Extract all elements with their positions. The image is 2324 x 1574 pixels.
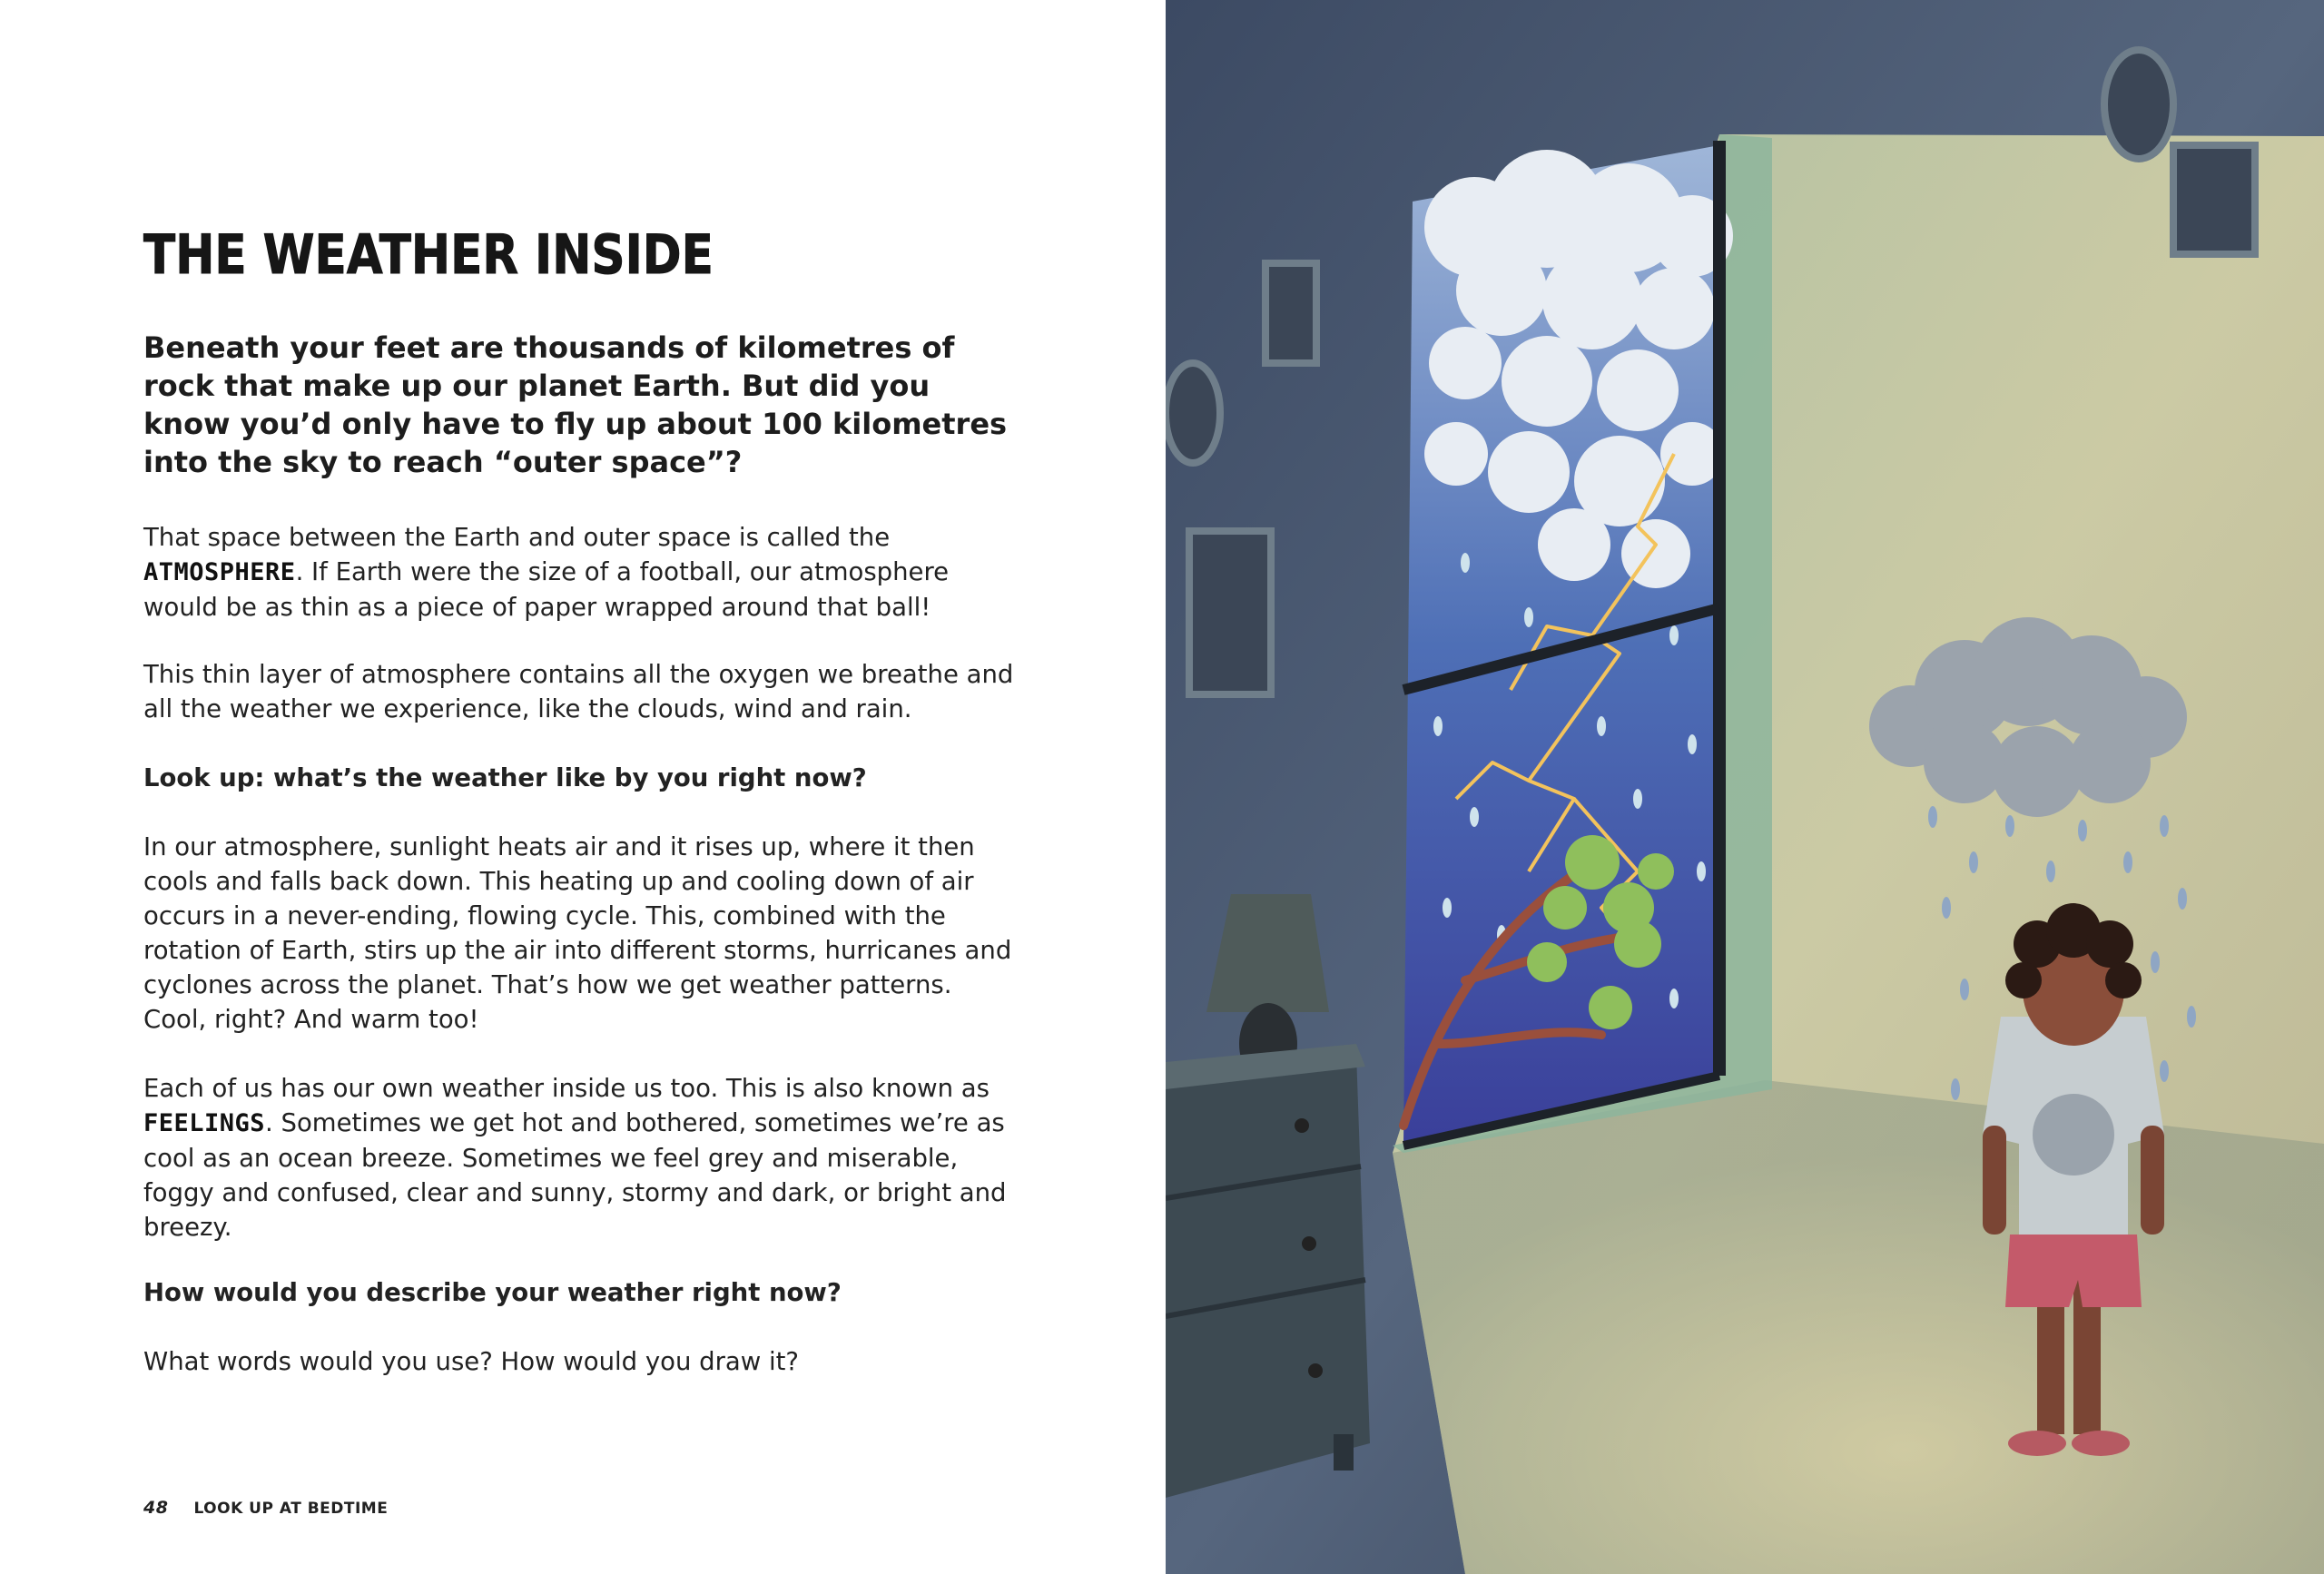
chest-of-drawers bbox=[1166, 1044, 1370, 1498]
paragraph-feelings bbox=[143, 1071, 1015, 1244]
paragraph-atmosphere bbox=[143, 520, 1015, 625]
paragraph-weather-patterns: In our atmosphere, sunlight heats air and it rises up, where it then cools and falls back down. This heating up and cooling down of air occurs in a never-ending, flowing cycle. This, combined with the rotation of Earth, stirs up the air into different storms, hurricanes and cyclones across the planet. That’s how we get weather patterns. Cool, right? And warm too! bbox=[143, 832, 1012, 1034]
book-title: LOOK UP AT BEDTIME bbox=[193, 1500, 389, 1518]
keyword-feelings: FEELINGS bbox=[143, 1109, 266, 1137]
paragraph-text: . Sometimes we get hot and bothered, sometimes we’re as cool as an ocean breeze. Sometimes we feel grey and miserable, foggy and confused, clear and sunny, stormy and dark, or bright and breezy. bbox=[143, 1108, 1007, 1242]
question-look-up: Look up: what’s the weather like by you right now? bbox=[143, 763, 867, 792]
intro-paragraph: Beneath your feet are thousands of kilometres of rock that make up our planet Earth. But did you know you’d only have to fly up about 100 kilometres into the sky to reach “outer space”? bbox=[143, 330, 1008, 479]
paragraph-draw-it: What words would you use? How would you draw it? bbox=[143, 1347, 799, 1376]
bedroom-storm-illustration bbox=[1166, 0, 2324, 1574]
question-describe-weather: How would you describe your weather right now? bbox=[143, 1278, 842, 1307]
keyword-atmosphere: ATMOSPHERE bbox=[143, 558, 296, 586]
paragraph-oxygen: This thin layer of atmosphere contains all the oxygen we breathe and all the weather we experience, like the clouds, wind and rain. bbox=[143, 660, 1014, 723]
paragraph-text: . If Earth were the size of a football, our atmosphere would be as thin as a piece of paper wrapped around that ball! bbox=[143, 557, 950, 622]
paragraph-text: Each of us has our own weather inside us too. This is also known as bbox=[143, 1074, 990, 1103]
floor-glow bbox=[1393, 1080, 2324, 1574]
page-title: THE WEATHER INSIDE bbox=[143, 223, 714, 287]
page-footer bbox=[143, 1498, 388, 1518]
paragraph-text: That space between the Earth and outer space is called the bbox=[143, 523, 891, 552]
page-number: 48 bbox=[143, 1498, 169, 1518]
